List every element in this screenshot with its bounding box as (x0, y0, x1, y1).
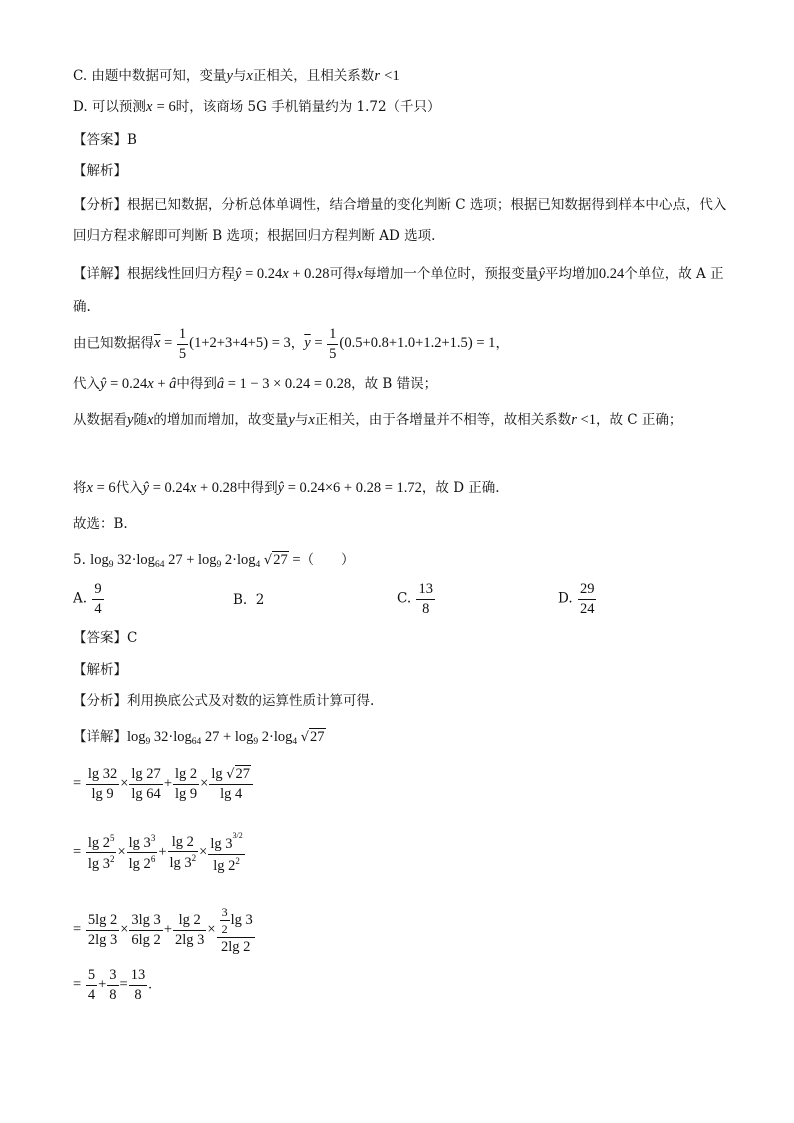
fenxi-text: 利用换底公式及对数的运算性质计算可得. (127, 693, 375, 709)
fraction: $\frac{13}{8}$ (418, 581, 433, 617)
q4-detail-line5: 将x = 6代入ŷ = 0.24x + 0.28中得到ŷ = 0.24×6 + 0.28 = 1.72，故 D 正确. (73, 480, 500, 496)
q4-conclusion: 故选：B. (73, 516, 128, 532)
answer-value: B (127, 132, 137, 148)
answer-label: 【答案】 (73, 132, 127, 148)
q5-detail-expr: 【详解】$\log_9 32\cdot\log_{64}$ $27 + \log_9 2\cdot\log_4$ √27 (73, 729, 325, 747)
fraction: $\frac{9}{4}$ (94, 581, 102, 617)
q5-option-a: A. $\frac{9}{4}$ (73, 581, 102, 617)
answer-value: C (127, 630, 138, 646)
q5-fenxi (73, 691, 734, 711)
q4-detail-line1: 【详解】根据线性回归方程ŷ = 0.24x + 0.28可得x每增加一个单位时，预报变量ŷ平均增加0.24个单位，故 A 正确. (73, 266, 724, 315)
q4-detail-line4: 从数据看y随x的增加而增加，故变量y与x正相关，由于各增量并不相等，故相关系数r <1，故 C 正确； (73, 412, 683, 428)
fraction: $\frac{29}{24}$ (579, 581, 595, 617)
q5-step4: = $\frac{5}{4}$ + $\frac{3}{8}$ = $\frac{13}{8}$ . (73, 967, 152, 1003)
q4-analysis-heading: 【解析】 (73, 163, 127, 179)
answer-label: 【答案】 (73, 630, 127, 646)
q5-option-c: C. $\frac{13}{8}$ (397, 581, 433, 617)
q4-fenxi (73, 190, 734, 252)
detail-label: 【详解】 (73, 266, 127, 282)
q5-option-d: D. $\frac{29}{24}$ (558, 581, 595, 617)
detail-label: 【详解】 (73, 729, 127, 745)
q5-step3: = $\frac{5\lg 2}{2\lg 3}$ × $\frac{3\lg 3}{6\lg 2}$ + $\frac{\lg 2}{2\lg 3}$ × $\frac{3}{2}$ lg 3 2lg 2 (73, 905, 253, 955)
fenxi-label: 【分析】 (73, 197, 127, 213)
option-d-line: D. 可以预测x = 6时，该商场 5G 手机销量约为 1.72（千只） (73, 99, 441, 115)
q5-analysis-heading: 【解析】 (73, 662, 127, 678)
q5-step2: = $\frac{\lg 2^5}{\lg 3^2}$ × $\frac{\lg 3^3}{\lg 2^6}$ + $\frac{\lg 2}{\lg 3^2}$ × $\frac{\lg 3^{3/2}}{\lg 2^2}$ (73, 831, 243, 874)
fenxi-label: 【分析】 (73, 693, 127, 709)
q5-stem: 5. $\log_9 32\cdot\log_{64}$ $27 + \log_9 2\cdot\log_4$ √27 =（ ） (73, 552, 355, 570)
fraction: $\frac{1}{5}$ (178, 326, 187, 362)
q5-option-b: B. 2 (233, 592, 265, 608)
option-c-line: C. 由题中数据可知，变量y与x正相关，且相关系数r <1 (73, 68, 400, 84)
fenxi-text: 根据已知数据，分析总体单调性，结合增量的变化判断 C 选项；根据已知数据得到样本中心点，代入回归方程求解即可判断 B 选项；根据回归方程判断 AD 选项. (73, 197, 727, 244)
q4-detail-line3: 代入ŷ = 0.24x + â中得到â = 1 − 3 × 0.24 = 0.28，故 B 错误； (73, 376, 438, 392)
q4-answer (73, 130, 734, 150)
fraction: $\frac{1}{5}$ (329, 326, 337, 362)
q5-step1: = $\frac{\lg 32}{\lg 9}$ × $\frac{\lg 27}{\lg 64}$ + $\frac{\lg 2}{\lg 9}$ × $\frac{\lg √27}{\lg 4}$ (73, 767, 734, 801)
q5-answer (73, 628, 734, 648)
q4-detail-line2: 由已知数据得$\overline{x}$ = $\frac{1}{5}$ (1+2+3+4+5) = 3，$\overline{y}$ = $\frac{1}{5}$ (0.5+0.8+1.0+1.2+1.5) = 1， (73, 326, 509, 362)
